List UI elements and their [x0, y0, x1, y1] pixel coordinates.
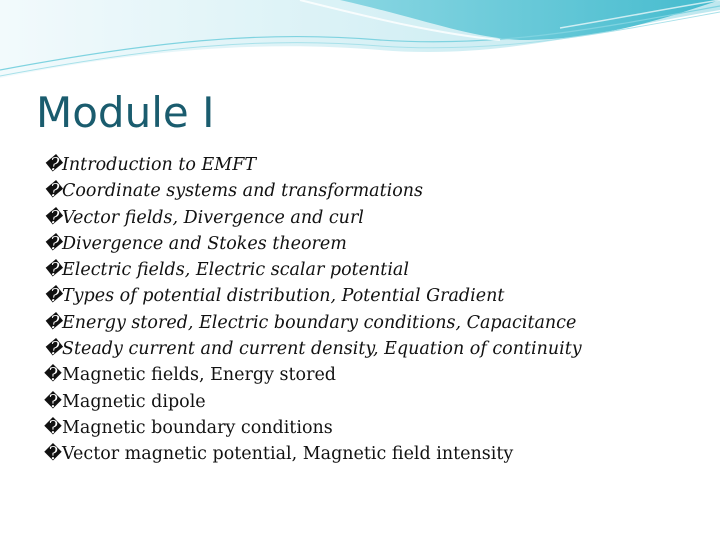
topic-list-item	[44, 362, 704, 388]
topic-list-item	[44, 310, 704, 336]
bullet-glyph-icon: �	[44, 391, 62, 412]
bullet-glyph-icon: �	[44, 312, 62, 333]
slide-title: Module I	[36, 88, 215, 137]
topic-text: Vector magnetic potential, Magnetic field intensity	[62, 444, 514, 465]
bullet-glyph-icon: �	[44, 444, 62, 465]
topic-text: Coordinate systems and transformations	[62, 181, 424, 202]
bullet-glyph-icon: �	[44, 286, 62, 307]
topic-list-item	[44, 231, 704, 257]
bullet-glyph-icon: �	[44, 207, 62, 228]
topic-text: Magnetic fields, Energy stored	[62, 365, 337, 386]
topic-text: Electric fields, Electric scalar potential	[62, 260, 409, 281]
topic-list-item	[44, 415, 704, 441]
bullet-glyph-icon: �	[44, 155, 62, 175]
topic-text: Introduction to EMFT	[62, 155, 257, 175]
bullet-glyph-icon: �	[44, 365, 62, 386]
topic-list-item	[44, 178, 704, 204]
topic-text: Magnetic dipole	[62, 391, 206, 412]
topic-list-item	[44, 389, 704, 415]
topic-text: Types of potential distribution, Potential Gradient	[62, 286, 505, 307]
bullet-glyph-icon: �	[44, 417, 62, 438]
topic-list-item	[44, 257, 704, 283]
topic-text: Steady current and current density, Equation of continuity	[62, 339, 582, 360]
header-wave-decoration	[0, 0, 720, 90]
topic-text: Vector fields, Divergence and curl	[62, 207, 364, 228]
topic-text: Divergence and Stokes theorem	[62, 233, 347, 254]
topic-list-item	[44, 152, 704, 178]
topic-list-item	[44, 283, 704, 309]
bullet-glyph-icon: �	[44, 339, 62, 360]
topic-list-item	[44, 205, 704, 231]
topic-list-item	[44, 336, 704, 362]
topic-list-item	[44, 441, 704, 467]
bullet-glyph-icon: �	[44, 260, 62, 281]
topic-list	[44, 152, 704, 468]
bullet-glyph-icon: �	[44, 233, 62, 254]
topic-text: Energy stored, Electric boundary conditions, Capacitance	[62, 312, 577, 333]
bullet-glyph-icon: �	[44, 181, 62, 202]
topic-text: Magnetic boundary conditions	[62, 417, 333, 438]
